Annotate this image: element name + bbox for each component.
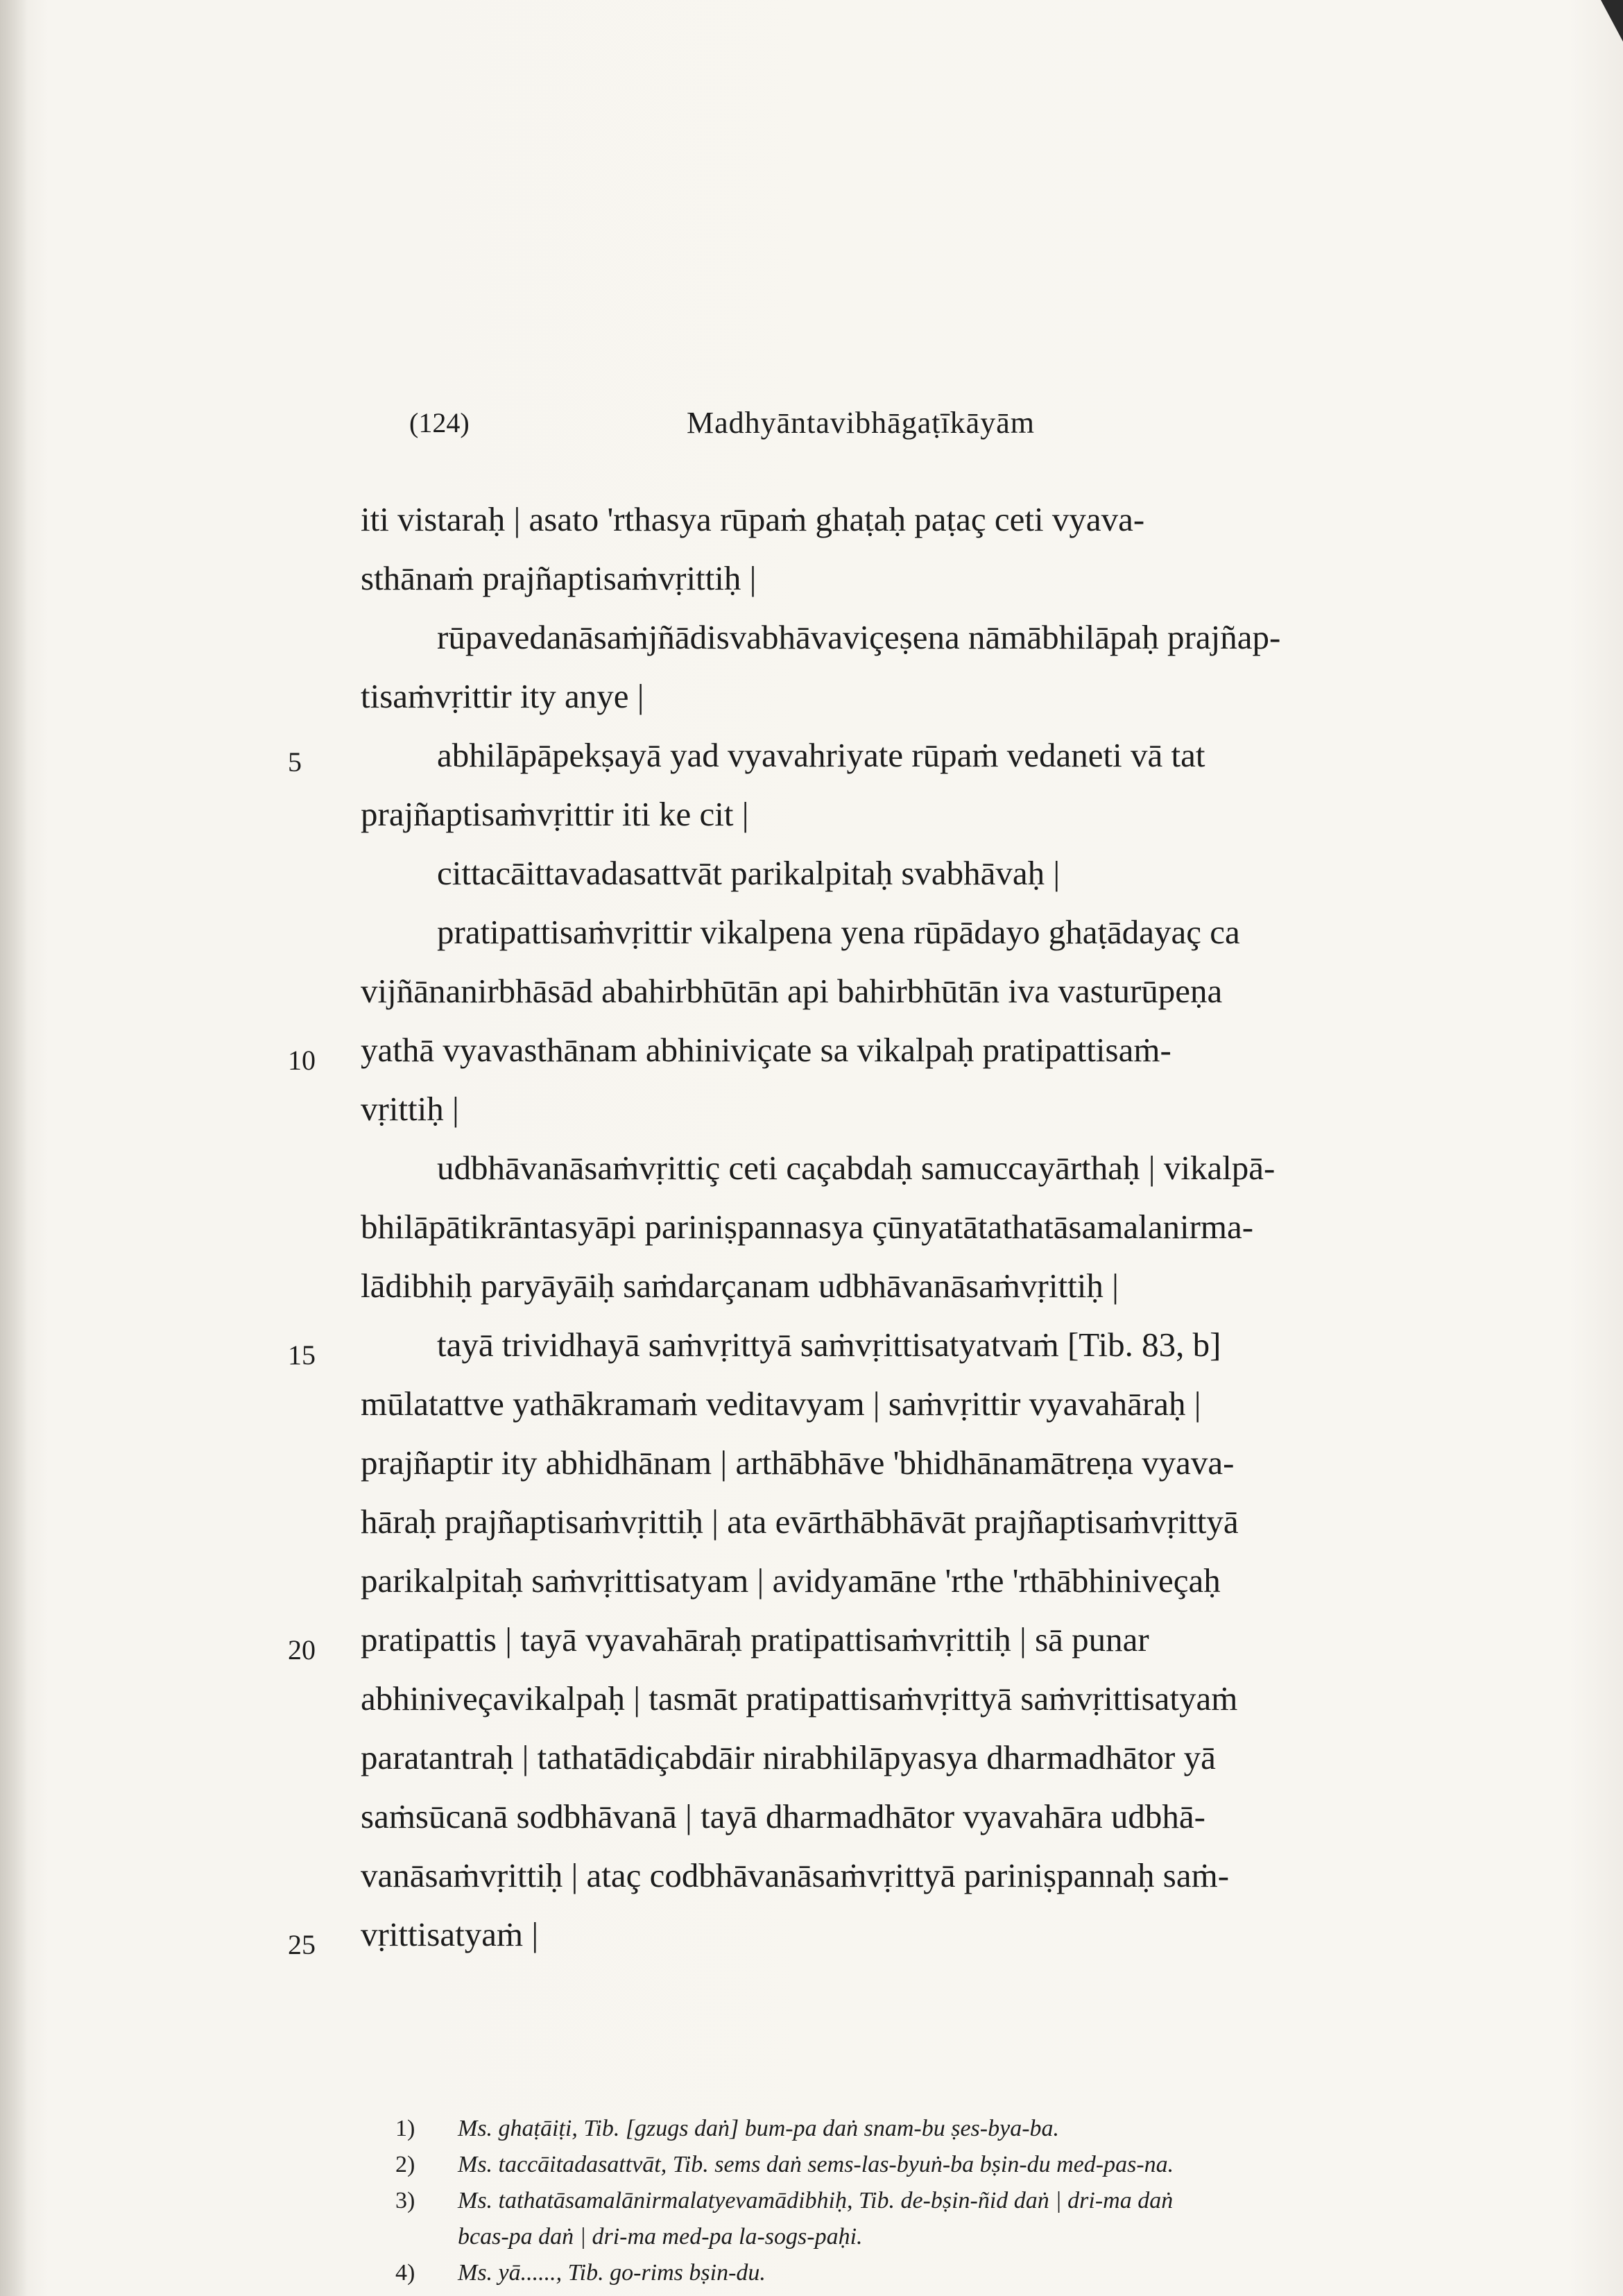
text-line: vṛittisatyaṁ | — [361, 1915, 539, 1953]
line-number: 25 — [288, 1929, 316, 1960]
text-line: vanāsaṁvṛittiḥ | ataç codbhāvanāsaṁvṛittyā pariniṣpannaḥ saṁ- — [361, 1856, 1230, 1894]
line-number: 5 — [288, 746, 302, 778]
text-line: tisaṁvṛittir ity anye | — [361, 677, 644, 715]
line-number: 10 — [288, 1045, 316, 1076]
footnote-continuation — [395, 2224, 1436, 2259]
footnote — [395, 2116, 1436, 2150]
footnote-number: 1) — [395, 2116, 415, 2141]
text-line: bhilāpātikrāntasyāpi pariniṣpannasya çūnyatātathatāsamalanirma- — [361, 1208, 1254, 1246]
page-title: Madhyāntavibhāgaṭīkāyām — [687, 406, 1035, 440]
text-line: lādibhiḥ paryāyāiḥ saṁdarçanam udbhāvanāsaṁvṛittiḥ | — [361, 1267, 1119, 1305]
text-line: rūpavedanāsaṁjñādisvabhāvaviçeṣena nāmābhilāpaḥ prajñap- — [437, 618, 1281, 656]
text-line: paratantraḥ | tathatādiçabdāir nirabhilāpyasya dharmadhātor yā — [361, 1738, 1216, 1776]
page-number: (124) — [409, 407, 470, 438]
footnote-text: Ms. taccāitadasattvāt, Tib. sems daṅ sems-las-byuṅ-ba bṣin-du med-pas-na. — [458, 2152, 1174, 2177]
text-line: udbhāvanāsaṁvṛittiç ceti caçabdaḥ samuccayārthaḥ | vikalpā- — [437, 1149, 1276, 1187]
footnote-text: Ms. tathatāsamalānirmalatyevamādibhiḥ, Tib. de-bṣin-ñid daṅ | dri-ma daṅ — [458, 2188, 1174, 2213]
line-number: 15 — [288, 1339, 316, 1371]
footnote-text: bcas-pa daṅ | dri-ma med-pa la-sogs-paḥi. — [458, 2224, 863, 2250]
footnote-text: Ms. yā......, Tib. go-rims bṣin-du. — [458, 2260, 766, 2286]
text-line: yathā vyavasthānam abhiniviçate sa vikalpaḥ pratipattisaṁ- — [361, 1031, 1171, 1069]
text-line: sthānaṁ prajñaptisaṁvṛittiḥ | — [361, 559, 757, 597]
footnote-number: 3) — [395, 2188, 415, 2213]
footnote-number: 2) — [395, 2152, 415, 2177]
line-number: 20 — [288, 1634, 316, 1665]
text-line: abhilāpāpekṣayā yad vyavahriyate rūpaṁ vedaneti vā tat — [437, 736, 1205, 774]
text-line: prajñaptisaṁvṛittir iti ke cit | — [361, 795, 749, 833]
footnote — [395, 2260, 1436, 2295]
text-line: iti vistaraḥ | asato 'rthasya rūpaṁ ghaṭaḥ paṭaç ceti vyava- — [361, 500, 1145, 538]
text-line: prajñaptir ity abhidhānam | arthābhāve 'bhidhānamātreṇa vyava- — [361, 1443, 1235, 1482]
text-line: cittacāittavadasattvāt parikalpitaḥ svabhāvaḥ | — [437, 854, 1060, 892]
footnote — [395, 2188, 1436, 2222]
corner-mark — [1595, 0, 1623, 42]
text-line: pratipattis | tayā vyavahāraḥ pratipattisaṁvṛittiḥ | sā punar — [361, 1620, 1149, 1659]
footnote-number: 4) — [395, 2260, 415, 2286]
text-line: mūlatattve yathākramaṁ veditavyam | saṁvṛittir vyavahāraḥ | — [361, 1385, 1201, 1423]
text-line: abhiniveçavikalpaḥ | tasmāt pratipattisaṁvṛittyā saṁvṛittisatyaṁ — [361, 1679, 1238, 1717]
text-line: tayā trividhayā saṁvṛittyā saṁvṛittisatyatvaṁ [Tib. 83, b] — [437, 1326, 1221, 1364]
text-line: vṛittiḥ | — [361, 1090, 459, 1128]
footnote-text: Ms. ghaṭāiṭi, Tib. [gzugs daṅ] bum-pa daṅ snam-bu ṣes-bya-ba. — [458, 2116, 1060, 2141]
text-line: hāraḥ prajñaptisaṁvṛittiḥ | ata evārthābhāvāt prajñaptisaṁvṛittyā — [361, 1502, 1239, 1541]
page-header — [409, 401, 1450, 456]
text-line: saṁsūcanā sodbhāvanā | tayā dharmadhātor vyavahāra udbhā- — [361, 1797, 1205, 1835]
text-line: vijñānanirbhāsād abahirbhūtān api bahirbhūtān iva vasturūpeṇa — [361, 972, 1223, 1010]
text-line: pratipattisaṁvṛittir vikalpena yena rūpādayo ghaṭādayaç ca — [437, 913, 1240, 951]
page-edge-shadow — [0, 0, 28, 2296]
footnote — [395, 2152, 1436, 2186]
text-line: parikalpitaḥ saṁvṛittisatyam | avidyamāne 'rthe 'rthābhiniveçaḥ — [361, 1561, 1221, 1600]
